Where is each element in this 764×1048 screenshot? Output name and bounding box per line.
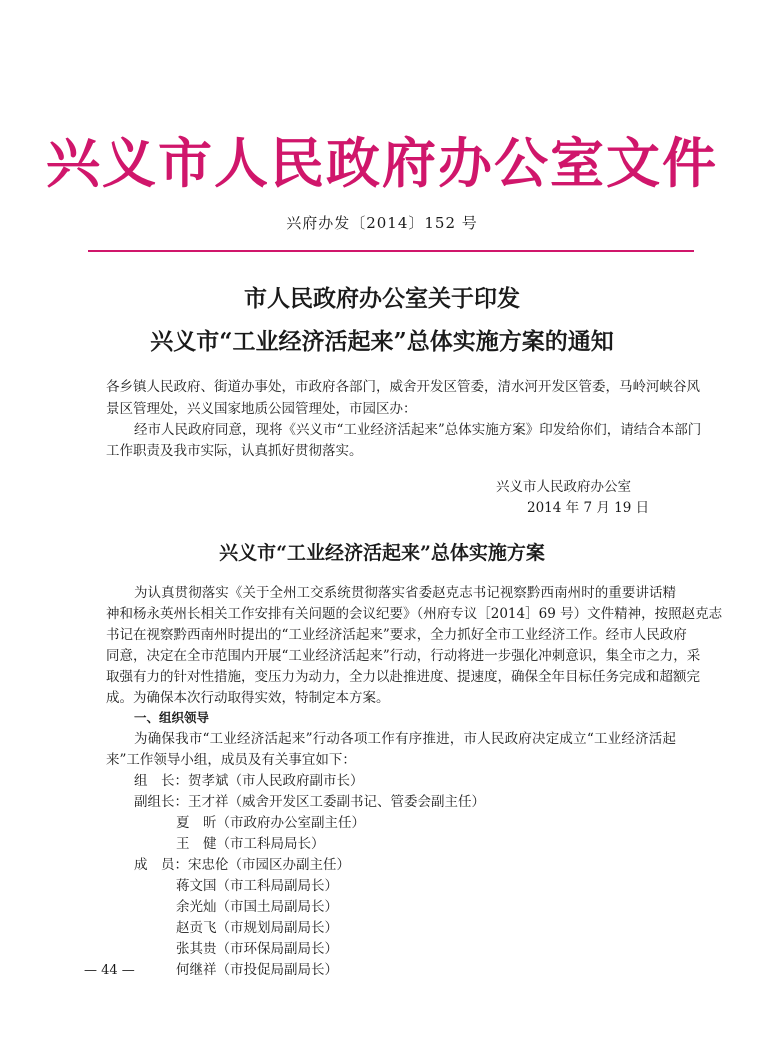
deputy-entry: 王 健（市工科局局长） [176,836,325,852]
member-label: 成 员： [134,857,188,873]
header-divider [88,250,694,252]
member-entry: 何继祥（市投促局副局长） [176,962,338,978]
plan-intro-line: 同意，决定在全市范围内开展“工业经济活起来”行动，行动将进一步强化冲刺意识，集全市之力，采 [106,648,701,664]
leader-entry: 贺孝斌（市人民政府副市长） [188,773,364,789]
notice-title-line1: 市人民政府办公室关于印发 [244,285,520,312]
notice-recipients-line2: 景区管理处，兴义国家地质公园管理处，市园区办： [106,401,417,417]
plan-intro-line: 取强有力的针对性措施，变压力为动力，全力以赴推进度、提速度，确保全年目标任务完成和超额完 [106,669,700,685]
deputy-entry: 王才祥（威舍开发区工委副书记、管委会副主任） [188,794,485,810]
member-entry: 宋忠伦（市园区办副主任） [188,857,350,873]
section1-heading: 一、组织领导 [134,710,210,725]
member-entry: 张其贵（市环保局副局长） [176,941,338,957]
plan-intro-line: 为认真贯彻落实《关于全州工交系统贯彻落实省委赵克志书记视察黔西南州时的重要讲话精 [134,585,676,601]
deputy-label: 副组长： [134,794,188,810]
document-number: 兴府办发〔2014〕152 号 [286,214,478,232]
member-entry: 蒋文国（市工科局副局长） [176,878,338,894]
leader-label: 组 长： [134,773,188,789]
notice-body-line2: 工作职责及我市实际，认真抓好贯彻落实。 [106,443,363,459]
notice-body-line1: 经市人民政府同意，现将《兴义市“工业经济活起来”总体实施方案》印发给你们，请结合本部门 [134,422,702,438]
section1-line: 来”工作领导小组，成员及有关事宜如下： [106,752,356,768]
plan-intro-line: 成。为确保本次行动取得实效，特制定本方案。 [106,690,390,706]
page-number: — 44 — [84,963,135,978]
section1-line: 为确保我市“工业经济活起来”行动各项工作有序推进，市人民政府决定成立“工业经济活起 [134,731,676,747]
member-entry: 余光灿（市国土局副局长） [176,899,338,915]
plan-intro-line: 书记在视察黔西南州时提出的“工业经济活起来”要求，全力抓好全市工业经济工作。经市人民政府 [106,627,687,643]
notice-title-line2: 兴义市“工业经济活起来”总体实施方案的通知 [150,328,614,355]
document-org-title: 兴义市人民政府办公室文件 [46,131,718,195]
notice-signature: 兴义市人民政府办公室 [496,479,631,495]
deputy-entry: 夏 昕（市政府办公室副主任） [176,815,365,831]
plan-intro-line: 神和杨永英州长相关工作安排有关问题的会议纪要》（州府专议［2014］69 号）文件精神，按照赵克志 [106,606,723,622]
notice-recipients-line1: 各乡镇人民政府、街道办事处，市政府各部门，威舍开发区管委，清水河开发区管委，马岭河峡谷风 [106,379,700,395]
notice-date: 2014 年 7 月 19 日 [527,500,650,516]
plan-title: 兴义市“工业经济活起来”总体实施方案 [219,542,545,564]
member-entry: 赵贡飞（市规划局副局长） [176,920,338,936]
